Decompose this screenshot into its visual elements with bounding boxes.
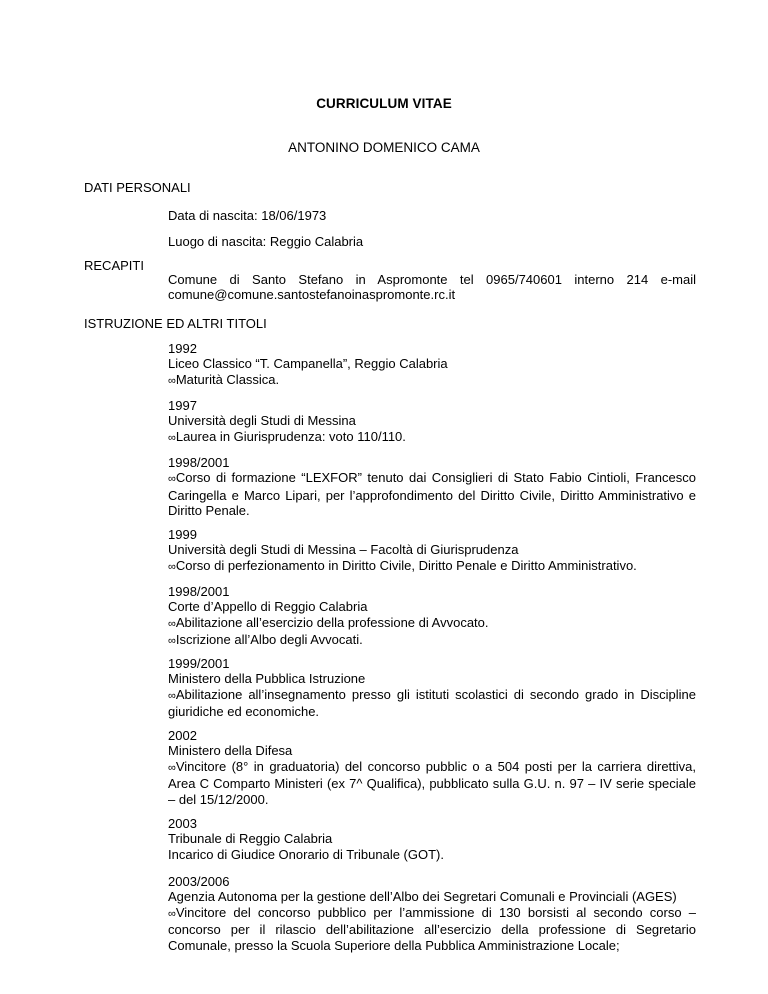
education-entry: [168, 341, 696, 389]
entry-item: ∞ Corso di perfezionamento in Diritto Civile, Diritto Penale e Diritto Amministrativo.: [168, 558, 696, 575]
entry-item: Incarico di Giudice Onorario di Tribunale (GOT).: [168, 846, 444, 862]
entry-institution: Università degli Studi di Messina: [168, 413, 356, 429]
person-name: ANTONINO DOMENICO CAMA: [288, 140, 480, 155]
birth-place: Luogo di nascita: Reggio Calabria: [168, 234, 364, 249]
education-entry: [168, 656, 696, 720]
entry-year: 2002: [168, 728, 197, 743]
section-heading-recapiti: RECAPITI: [84, 258, 144, 273]
entry-year: 1992: [168, 341, 197, 356]
section-heading-istruzione: ISTRUZIONE ED ALTRI TITOLI: [84, 316, 267, 331]
education-entry: [168, 398, 696, 446]
education-entry: [168, 816, 696, 862]
education-entry: [168, 874, 696, 953]
education-entry: [168, 584, 696, 650]
contact-info: Comune di Santo Stefano in Aspromonte tel 0965/740601 interno 214 e-mail comune@comune.santostefanoinaspromonte.rc.it: [168, 272, 696, 303]
entry-institution: Università degli Studi di Messina – Facoltà di Giurisprudenza: [168, 542, 519, 558]
entry-item: ∞ Corso di formazione “LEXFOR” tenuto dai Consiglieri di Stato Fabio Cintioli, Francesco Caringella e Marco Lipari, per l’approfondimento del Diritto Civile, Diritto Amministrativo e Diritto Penale.: [168, 470, 696, 518]
education-entry: [168, 728, 696, 807]
entry-institution: Tribunale di Reggio Calabria: [168, 831, 333, 847]
entry-institution: Ministero della Pubblica Istruzione: [168, 671, 366, 687]
entry-item: ∞ Iscrizione all’Albo degli Avvocati.: [168, 632, 696, 649]
entry-year: 1998/2001: [168, 584, 230, 599]
entry-year: 2003: [168, 816, 197, 831]
entry-institution: Liceo Classico “T. Campanella”, Reggio Calabria: [168, 356, 448, 372]
education-entry: [168, 527, 696, 575]
section-heading-dati-personali: DATI PERSONALI: [84, 180, 191, 195]
entry-item: ∞ Maturità Classica.: [168, 372, 696, 389]
entry-item: ∞ Vincitore (8° in graduatoria) del concorso pubblic o a 504 posti per la carriera direttiva, Area C Comparto Ministeri (ex 7^ Qualifica), pubblicato sulla G.U. n. 97 – IV serie speciale – del 15/12/2000.: [168, 759, 696, 807]
entry-year: 2003/2006: [168, 874, 230, 889]
entry-year: 1999: [168, 527, 197, 542]
entry-year: 1997: [168, 398, 197, 413]
entry-institution: Agenzia Autonoma per la gestione dell’Albo dei Segretari Comunali e Provinciali (AGES): [168, 889, 677, 905]
education-entry: [168, 455, 696, 519]
entry-year: 1998/2001: [168, 455, 230, 470]
entry-institution: Corte d’Appello di Reggio Calabria: [168, 599, 368, 615]
entry-item: ∞ Abilitazione all’esercizio della professione di Avvocato.: [168, 615, 696, 632]
entry-year: 1999/2001: [168, 656, 230, 671]
entry-item: ∞ Vincitore del concorso pubblico per l’ammissione di 130 borsisti al secondo corso – concorso per il rilascio dell’abilitazione all’esercizio della professione di Segretario Comunale, presso la Scuola Superiore della Pubblica Amministrazione Locale;: [168, 905, 696, 953]
birth-date: Data di nascita: 18/06/1973: [168, 208, 327, 223]
document-title: CURRICULUM VITAE: [316, 96, 452, 111]
entry-item: ∞ Abilitazione all’insegnamento presso gli istituti scolastici di secondo grado in Discipline giuridiche ed economiche.: [168, 687, 696, 720]
entry-institution: Ministero della Difesa: [168, 743, 293, 759]
entry-item: ∞ Laurea in Giurisprudenza: voto 110/110.: [168, 429, 696, 446]
